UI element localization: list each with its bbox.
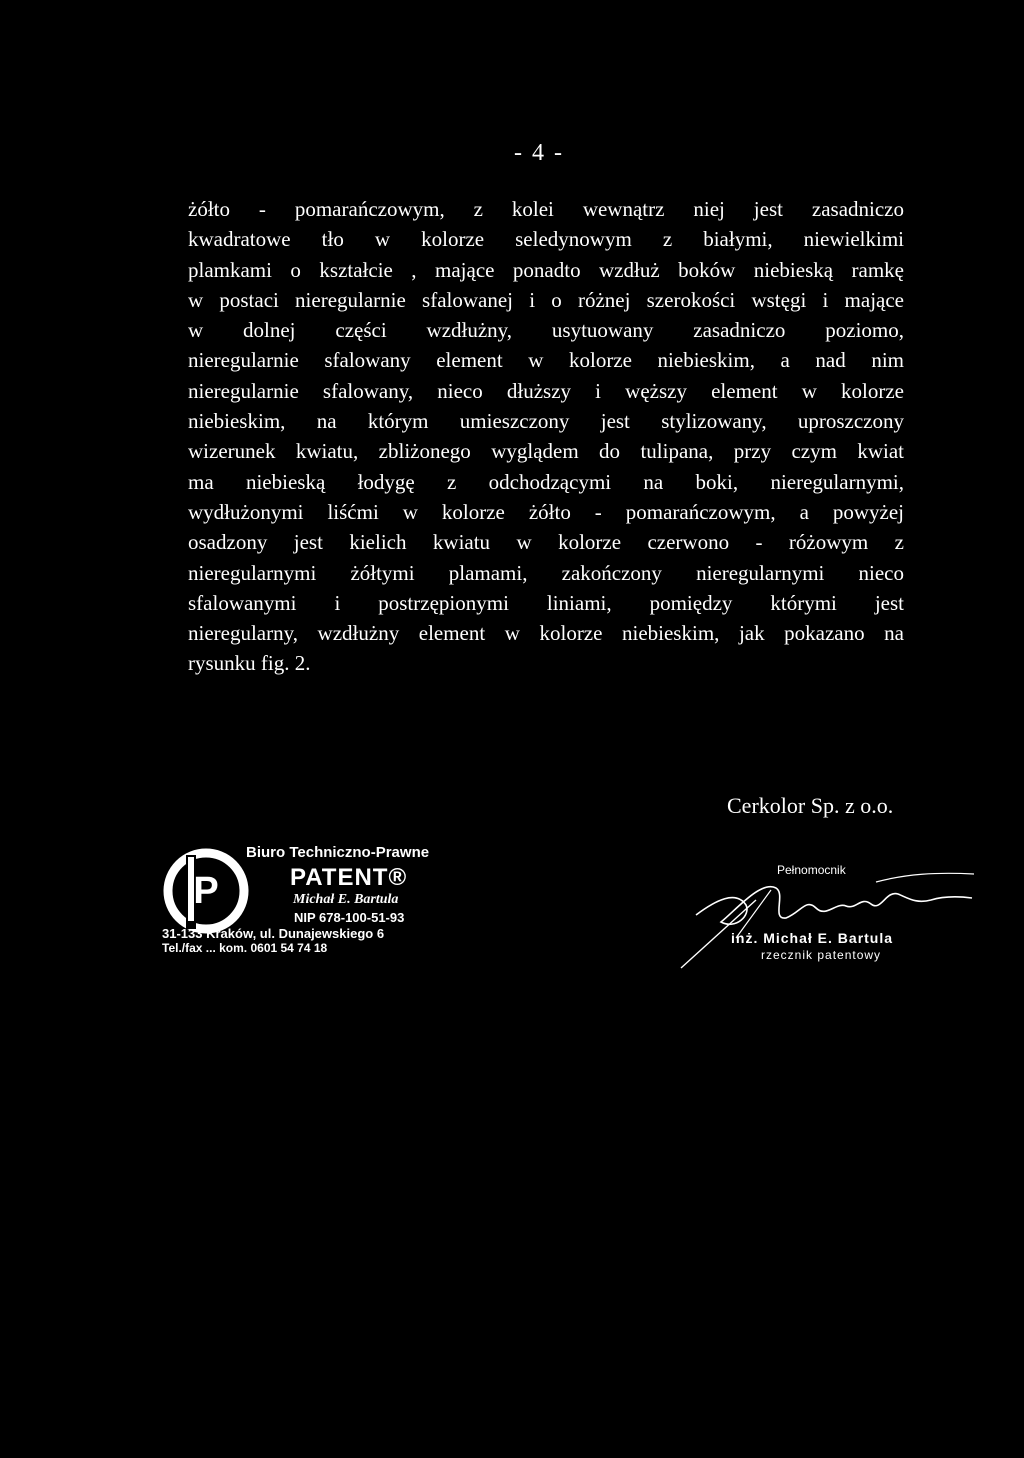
body-line: wydłużonymi liśćmi w kolorze żółto - pomarańczowym, a powyżej	[188, 499, 904, 524]
stamp-person: Michał E. Bartula	[293, 892, 399, 907]
body-line: niebieskim, na którym umieszczony jest stylizowany, uproszczony	[188, 409, 904, 434]
stamp-nip: NIP 678-100-51-93	[294, 910, 405, 925]
body-line: nieregularnymi żółtymi plamami, zakończony nieregularnymi nieco	[188, 560, 904, 585]
body-text	[188, 194, 904, 679]
body-line: w dolnej części wzdłużny, usytuowany zasadniczo poziomo,	[188, 318, 904, 343]
patent-logo-icon	[160, 847, 252, 935]
body-line: rysunku fig. 2.	[188, 651, 311, 676]
stamp-brand: PATENT®	[290, 864, 408, 891]
body-line: w postaci nieregularnie sfalowanej i o różnej szerokości wstęgi i mające	[188, 287, 904, 312]
body-line: kwadratowe tło w kolorze seledynowym z białymi, niewielkimi	[188, 227, 904, 252]
body-line: plamkami o kształcie , mające ponadto wzdłuż boków niebieską ramkę	[188, 257, 904, 282]
stamp-address: 31-133 Kraków, ul. Dunajewskiego 6	[162, 926, 385, 941]
body-line: nieregularnie sfalowany, nieco dłuższy i węższy element w kolorze	[188, 378, 904, 403]
body-line: ma niebieską łodygę z odchodzącymi na boki, nieregularnymi,	[188, 469, 904, 494]
stamp-phone: Tel./fax ... kom. 0601 54 74 18	[162, 941, 328, 955]
page-number: - 4 -	[514, 140, 564, 166]
body-line: osadzony jest kielich kwiatu w kolorze czerwono - różowym z	[188, 530, 904, 555]
body-line: wizerunek kwiatu, zbliżonego wyglądem do tulipana, przy czym kwiat	[188, 439, 904, 464]
signature-name: inż. Michał E. Bartula	[731, 930, 894, 946]
signature-role: Pełnomocnik	[777, 863, 846, 877]
body-line: nieregularny, wzdłużny element w kolorze niebieskim, jak pokazano na	[188, 621, 904, 646]
signature-title: rzecznik patentowy	[761, 948, 882, 962]
body-line: nieregularnie sfalowany element w kolorze niebieskim, a nad nim	[188, 348, 904, 373]
patent-office-stamp	[160, 842, 480, 962]
stamp-office-line: Biuro Techniczno-Prawne	[246, 844, 430, 861]
signature-block	[676, 860, 976, 970]
logo-letter: P	[193, 870, 219, 912]
company-name: Cerkolor Sp. z o.o.	[727, 793, 894, 818]
body-line: sfalowanymi i postrzępionymi liniami, pomiędzy którymi jest	[188, 590, 904, 615]
body-line: żółto - pomarańczowym, z kolei wewnątrz niej jest zasadniczo	[188, 197, 904, 221]
